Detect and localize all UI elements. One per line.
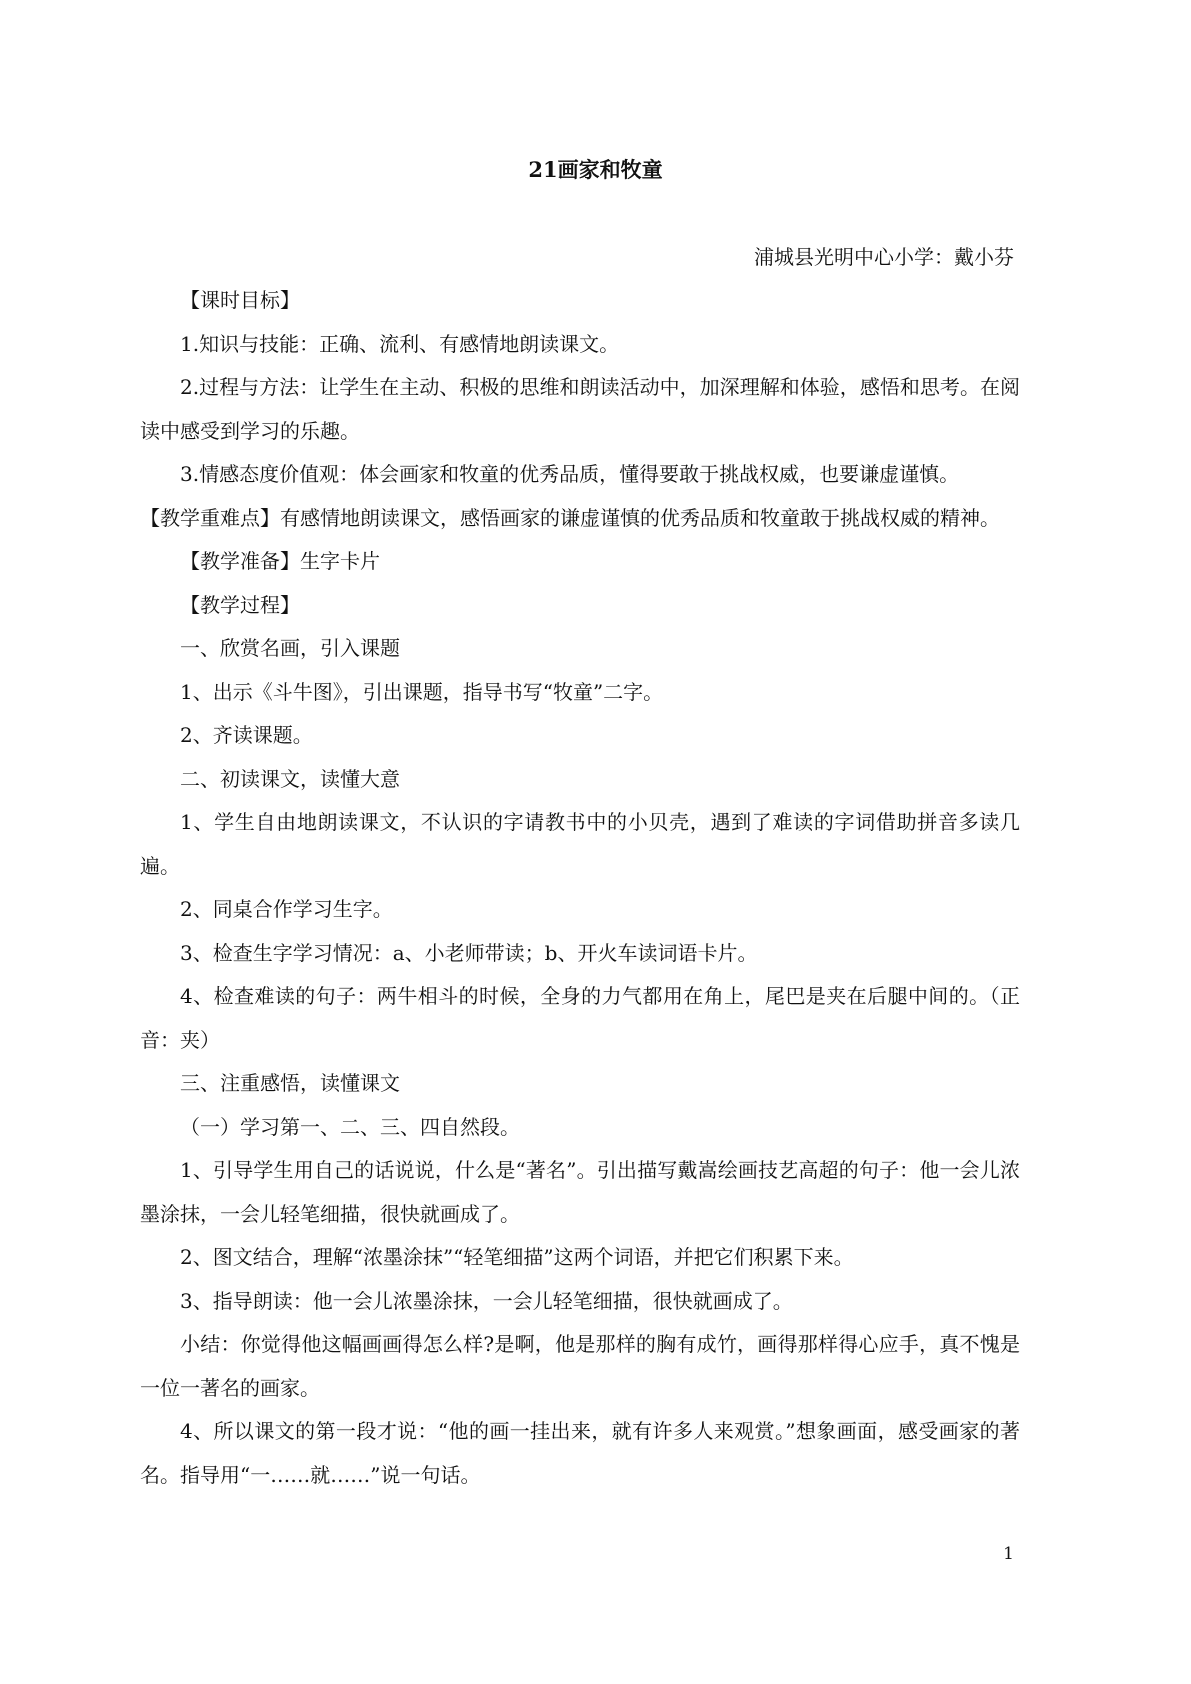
paragraph: 4、所以课文的第一段才说：“他的画一挂出来，就有许多人来观赏。”想象画面，感受画家的著名。指导用“一……就……”说一句话。 [140,1419,1020,1487]
paragraph: （一）学习第一、二、三、四自然段。 [180,1114,520,1139]
paragraph: 2.过程与方法：让学生在主动、积极的思维和朗读活动中，加深理解和体验，感悟和思考。在阅读中感受到学习的乐趣。 [140,375,1020,443]
paragraph: 【教学过程】 [180,592,300,617]
paragraph: 2、齐读课题。 [180,723,313,747]
paragraph: 3、指导朗读：他一会儿浓墨涂抹，一会儿轻笔细描，很快就画成了。 [180,1288,793,1313]
paragraph: 2、同桌合作学习生字。 [180,897,393,921]
author-line: 浦城县光明中心小学：戴小芬 [754,245,1014,269]
paragraph: 1、出示《斗牛图》，引出课题，指导书写“牧童”二字。 [180,679,664,704]
document-title: 21画家和牧童 [528,157,663,182]
paragraph: 三、注重感悟，读懂课文 [180,1071,400,1095]
paragraph: 2、图文结合，理解“浓墨涂抹”“轻笔细描”这两个词语，并把它们积累下来。 [180,1245,854,1269]
paragraph: 【课时目标】 [180,288,300,312]
document-body [140,279,1020,1497]
paragraph: 一、欣赏名画，引入课题 [180,636,400,660]
page-number: 1 [1003,1544,1014,1564]
paragraph: 4、检查难读的句子：两牛相斗的时候，全身的力气都用在角上，尾巴是夹在后腿中间的。（正音：夹） [140,984,1020,1052]
paragraph: 3、检查生字学习情况：a、小老师带读；b、开火车读词语卡片。 [180,940,758,965]
paragraph: 二、初读课文，读懂大意 [180,766,400,791]
paragraph: 1、引导学生用自己的话说说，什么是“著名”。引出描写戴嵩绘画技艺高超的句子：他一会儿浓墨涂抹，一会儿轻笔细描，很快就画成了。 [140,1158,1020,1226]
paragraph: 【教学重难点】有感情地朗读课文，感悟画家的谦虚谨慎的优秀品质和牧童敢于挑战权威的精神。 [140,505,1000,530]
paragraph: 【教学准备】生字卡片 [180,549,380,573]
paragraph: 3.情感态度价值观：体会画家和牧童的优秀品质，懂得要敢于挑战权威，也要谦虚谨慎。 [180,462,960,486]
paragraph: 小结：你觉得他这幅画画得怎么样?是啊，他是那样的胸有成竹，画得那样得心应手，真不愧是一位一著名的画家。 [140,1332,1020,1400]
paragraph: 1、学生自由地朗读课文，不认识的字请教书中的小贝壳，遇到了难读的字词借助拼音多读几遍。 [140,810,1020,878]
paragraph: 1.知识与技能：正确、流利、有感情地朗读课文。 [180,331,620,356]
